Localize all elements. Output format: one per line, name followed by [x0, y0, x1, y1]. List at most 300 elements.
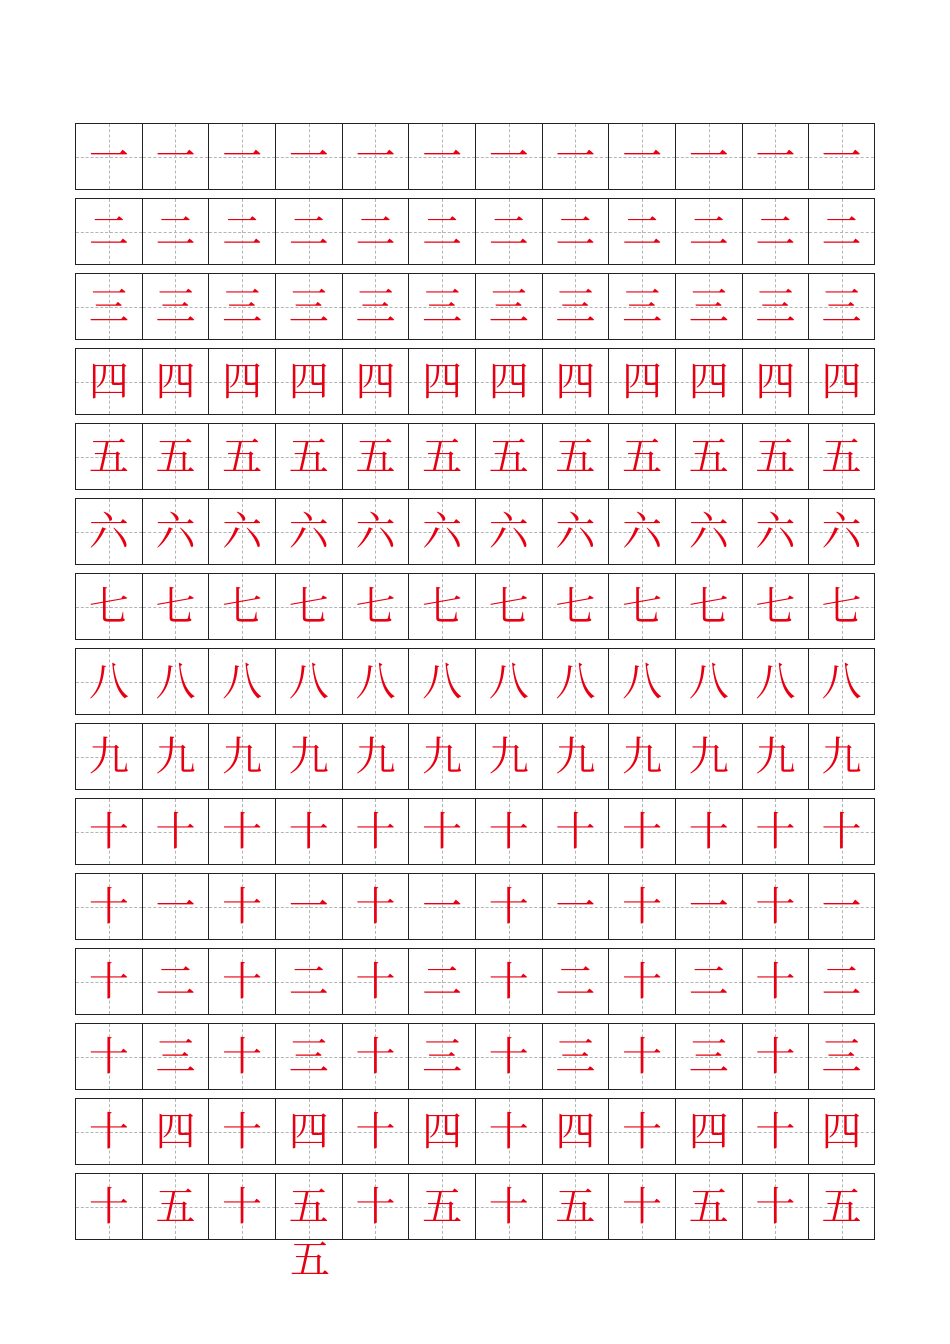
- practice-character: 九: [88, 733, 129, 780]
- grid-cell: [742, 723, 809, 790]
- grid-cell: [408, 423, 475, 490]
- practice-character: 一: [288, 133, 329, 180]
- practice-character: 十: [222, 1033, 263, 1080]
- grid-cell: [75, 723, 142, 790]
- grid-cell: [475, 1173, 542, 1240]
- practice-character: 五: [555, 433, 596, 480]
- practice-character: 五: [688, 1183, 729, 1230]
- practice-character: 九: [555, 733, 596, 780]
- grid-cell: [542, 798, 609, 865]
- practice-character: 一: [422, 883, 463, 930]
- practice-character: 五: [821, 1183, 862, 1230]
- grid-cell: [408, 723, 475, 790]
- grid-row: [75, 873, 875, 940]
- grid-cell: [542, 948, 609, 1015]
- grid-cell: [742, 873, 809, 940]
- practice-character: 五: [288, 433, 329, 480]
- practice-character: 八: [422, 658, 463, 705]
- grid-cell: [142, 498, 209, 565]
- practice-character: 五: [688, 433, 729, 480]
- grid-cell: [142, 798, 209, 865]
- grid-cell: [75, 873, 142, 940]
- grid-cell: [75, 423, 142, 490]
- grid-cell: [275, 948, 342, 1015]
- practice-character: 三: [622, 283, 663, 330]
- grid-cell: [608, 1023, 675, 1090]
- practice-character: 十: [755, 958, 796, 1005]
- grid-cell: [342, 948, 409, 1015]
- grid-cell: [608, 1098, 675, 1165]
- practice-character: 九: [755, 733, 796, 780]
- grid-cell: [75, 1098, 142, 1165]
- practice-character: 十: [821, 808, 862, 855]
- practice-character: 四: [821, 358, 862, 405]
- grid-cell: [608, 573, 675, 640]
- practice-character: 三: [422, 283, 463, 330]
- grid-cell: [342, 273, 409, 340]
- grid-cell: [608, 273, 675, 340]
- practice-character: 八: [755, 658, 796, 705]
- practice-character: 四: [422, 358, 463, 405]
- grid-cell: [742, 198, 809, 265]
- grid-row: [75, 1098, 875, 1165]
- grid-cell: [75, 573, 142, 640]
- grid-row: [75, 1023, 875, 1090]
- grid-cell: [808, 1098, 875, 1165]
- practice-character: 八: [355, 658, 396, 705]
- grid-cell: [142, 273, 209, 340]
- grid-cell: [342, 1098, 409, 1165]
- practice-character: 十: [88, 958, 129, 1005]
- grid-cell: [742, 573, 809, 640]
- practice-character: 三: [288, 1033, 329, 1080]
- grid-cell: [808, 573, 875, 640]
- practice-character: 四: [821, 1108, 862, 1155]
- grid-cell: [608, 798, 675, 865]
- grid-cell: [142, 723, 209, 790]
- practice-character: 十: [622, 883, 663, 930]
- grid-cell: [275, 123, 342, 190]
- grid-cell: [742, 273, 809, 340]
- practice-character: 十: [288, 808, 329, 855]
- grid-cell: [608, 948, 675, 1015]
- practice-character: 二: [222, 208, 263, 255]
- practice-character: 四: [755, 358, 796, 405]
- grid-cell: [75, 348, 142, 415]
- grid-row: [75, 423, 875, 490]
- grid-cell: [542, 123, 609, 190]
- grid-cell: [208, 273, 275, 340]
- grid-row: [75, 1173, 875, 1240]
- practice-character: 十: [355, 1108, 396, 1155]
- practice-character: 四: [288, 1108, 329, 1155]
- practice-character: 八: [155, 658, 196, 705]
- practice-character: 一: [155, 883, 196, 930]
- grid-cell: [808, 273, 875, 340]
- practice-character: 三: [355, 283, 396, 330]
- practice-character: 四: [688, 1108, 729, 1155]
- practice-character: 一: [555, 883, 596, 930]
- practice-character: 十: [488, 808, 529, 855]
- practice-character: 四: [288, 358, 329, 405]
- practice-character: 八: [821, 658, 862, 705]
- practice-character: 三: [155, 283, 196, 330]
- practice-character: 一: [88, 133, 129, 180]
- grid-cell: [675, 498, 742, 565]
- grid-cell: [808, 198, 875, 265]
- practice-character: 八: [622, 658, 663, 705]
- practice-character: 一: [422, 133, 463, 180]
- grid-cell: [675, 1023, 742, 1090]
- practice-character: 十: [488, 883, 529, 930]
- grid-row: [75, 798, 875, 865]
- practice-character: 三: [555, 283, 596, 330]
- grid-cell: [675, 648, 742, 715]
- grid-cell: [75, 798, 142, 865]
- grid-cell: [142, 1098, 209, 1165]
- grid-cell: [675, 1173, 742, 1240]
- grid-cell: [808, 1023, 875, 1090]
- practice-character: 九: [155, 733, 196, 780]
- grid-cell: [742, 423, 809, 490]
- practice-character: 五: [155, 433, 196, 480]
- practice-character: 三: [688, 283, 729, 330]
- practice-character: 二: [622, 208, 663, 255]
- practice-character: 三: [821, 283, 862, 330]
- grid-cell: [208, 798, 275, 865]
- grid-cell: [475, 423, 542, 490]
- grid-cell: [742, 948, 809, 1015]
- practice-character: 十: [488, 1108, 529, 1155]
- grid-cell: [542, 873, 609, 940]
- practice-character: 十: [222, 1183, 263, 1230]
- grid-cell: [608, 873, 675, 940]
- practice-character: 九: [422, 733, 463, 780]
- grid-cell: [275, 573, 342, 640]
- stray-character: 五: [290, 1237, 330, 1283]
- practice-character: 四: [88, 358, 129, 405]
- grid-cell: [408, 873, 475, 940]
- practice-character: 十: [355, 1183, 396, 1230]
- practice-character: 三: [88, 283, 129, 330]
- practice-character: 十: [88, 1108, 129, 1155]
- practice-character: 二: [821, 208, 862, 255]
- practice-character: 三: [222, 283, 263, 330]
- practice-character: 八: [688, 658, 729, 705]
- grid-cell: [742, 798, 809, 865]
- practice-character: 十: [488, 958, 529, 1005]
- grid-cell: [75, 1023, 142, 1090]
- grid-cell: [542, 648, 609, 715]
- grid-row: [75, 648, 875, 715]
- practice-character: 十: [222, 808, 263, 855]
- grid-cell: [808, 123, 875, 190]
- practice-character: 七: [555, 583, 596, 630]
- grid-cell: [275, 1173, 342, 1240]
- grid-cell: [275, 423, 342, 490]
- practice-character: 十: [755, 1108, 796, 1155]
- practice-character: 十: [88, 808, 129, 855]
- practice-character: 二: [422, 208, 463, 255]
- grid-cell: [75, 648, 142, 715]
- grid-cell: [808, 873, 875, 940]
- grid-cell: [608, 348, 675, 415]
- grid-cell: [408, 273, 475, 340]
- practice-character: 十: [622, 1033, 663, 1080]
- practice-character: 十: [355, 808, 396, 855]
- practice-character: 四: [555, 358, 596, 405]
- grid-cell: [408, 648, 475, 715]
- grid-row: [75, 198, 875, 265]
- practice-character: 十: [355, 958, 396, 1005]
- practice-character: 五: [755, 433, 796, 480]
- practice-character: 五: [155, 1183, 196, 1230]
- practice-character: 六: [288, 508, 329, 555]
- grid-cell: [342, 648, 409, 715]
- practice-character: 十: [555, 808, 596, 855]
- practice-character: 九: [488, 733, 529, 780]
- grid-cell: [608, 1173, 675, 1240]
- grid-row: [75, 948, 875, 1015]
- grid-cell: [275, 273, 342, 340]
- grid-cell: [342, 873, 409, 940]
- practice-character: 五: [422, 1183, 463, 1230]
- grid-cell: [342, 1173, 409, 1240]
- practice-character: 十: [88, 1183, 129, 1230]
- practice-character: 一: [355, 133, 396, 180]
- practice-character: 十: [688, 808, 729, 855]
- practice-character: 四: [355, 358, 396, 405]
- grid-cell: [742, 1173, 809, 1240]
- practice-character: 一: [555, 133, 596, 180]
- grid-cell: [675, 873, 742, 940]
- grid-cell: [675, 273, 742, 340]
- grid-cell: [142, 348, 209, 415]
- grid-cell: [342, 1023, 409, 1090]
- practice-character: 五: [222, 433, 263, 480]
- practice-character: 三: [155, 1033, 196, 1080]
- practice-character: 五: [555, 1183, 596, 1230]
- grid-cell: [342, 498, 409, 565]
- practice-character: 九: [688, 733, 729, 780]
- practice-character: 九: [222, 733, 263, 780]
- grid-cell: [275, 798, 342, 865]
- practice-character: 三: [422, 1033, 463, 1080]
- grid-cell: [475, 723, 542, 790]
- grid-cell: [542, 498, 609, 565]
- practice-character: 七: [755, 583, 796, 630]
- grid-cell: [742, 1098, 809, 1165]
- grid-cell: [475, 1098, 542, 1165]
- grid-cell: [542, 1098, 609, 1165]
- practice-character: 六: [222, 508, 263, 555]
- practice-character: 一: [821, 883, 862, 930]
- practice-character: 二: [355, 208, 396, 255]
- grid-cell: [675, 123, 742, 190]
- practice-character: 九: [821, 733, 862, 780]
- practice-character: 四: [155, 1108, 196, 1155]
- grid-cell: [208, 723, 275, 790]
- grid-cell: [408, 798, 475, 865]
- grid-cell: [408, 948, 475, 1015]
- grid-cell: [608, 423, 675, 490]
- grid-cell: [675, 198, 742, 265]
- grid-cell: [208, 1098, 275, 1165]
- practice-character: 十: [222, 958, 263, 1005]
- grid-cell: [542, 348, 609, 415]
- practice-character: 六: [622, 508, 663, 555]
- grid-cell: [475, 798, 542, 865]
- grid-cell: [608, 198, 675, 265]
- grid-cell: [342, 723, 409, 790]
- practice-character: 十: [422, 808, 463, 855]
- practice-character: 五: [355, 433, 396, 480]
- grid-cell: [342, 348, 409, 415]
- grid-cell: [342, 198, 409, 265]
- practice-character: 五: [288, 1183, 329, 1230]
- grid-cell: [142, 1023, 209, 1090]
- grid-row: [75, 348, 875, 415]
- practice-character: 三: [555, 1033, 596, 1080]
- practice-character: 十: [622, 1183, 663, 1230]
- practice-character: 六: [555, 508, 596, 555]
- grid-cell: [75, 948, 142, 1015]
- grid-cell: [608, 123, 675, 190]
- grid-row: [75, 273, 875, 340]
- grid-row: [75, 498, 875, 565]
- grid-cell: [142, 573, 209, 640]
- grid-cell: [808, 1173, 875, 1240]
- practice-character: 六: [422, 508, 463, 555]
- grid-cell: [142, 648, 209, 715]
- grid-cell: [275, 348, 342, 415]
- practice-character: 七: [355, 583, 396, 630]
- practice-character: 八: [88, 658, 129, 705]
- grid-cell: [208, 1173, 275, 1240]
- practice-character: 七: [88, 583, 129, 630]
- grid-cell: [75, 123, 142, 190]
- practice-character: 九: [622, 733, 663, 780]
- grid-cell: [208, 648, 275, 715]
- practice-character: 七: [688, 583, 729, 630]
- practice-character: 六: [821, 508, 862, 555]
- practice-character: 二: [422, 958, 463, 1005]
- practice-character: 二: [755, 208, 796, 255]
- practice-character: 十: [488, 1183, 529, 1230]
- grid-cell: [608, 723, 675, 790]
- grid-cell: [208, 873, 275, 940]
- grid-cell: [475, 498, 542, 565]
- grid-cell: [142, 1173, 209, 1240]
- practice-character: 九: [355, 733, 396, 780]
- grid-cell: [142, 873, 209, 940]
- practice-character: 一: [288, 883, 329, 930]
- practice-character: 十: [222, 883, 263, 930]
- grid-row: [75, 573, 875, 640]
- practice-character: 五: [821, 433, 862, 480]
- grid-cell: [742, 1023, 809, 1090]
- practice-character: 一: [155, 133, 196, 180]
- grid-cell: [142, 123, 209, 190]
- practice-character: 六: [688, 508, 729, 555]
- grid-cell: [408, 573, 475, 640]
- practice-character: 八: [222, 658, 263, 705]
- grid-cell: [275, 1023, 342, 1090]
- grid-cell: [208, 948, 275, 1015]
- grid-cell: [75, 1173, 142, 1240]
- grid-cell: [142, 423, 209, 490]
- practice-character: 十: [755, 883, 796, 930]
- practice-character: 六: [88, 508, 129, 555]
- grid-cell: [808, 348, 875, 415]
- practice-character: 二: [688, 958, 729, 1005]
- practice-character: 二: [288, 208, 329, 255]
- grid-cell: [808, 948, 875, 1015]
- grid-cell: [275, 198, 342, 265]
- practice-character: 八: [288, 658, 329, 705]
- practice-character: 七: [155, 583, 196, 630]
- practice-character: 八: [555, 658, 596, 705]
- practice-character: 五: [88, 433, 129, 480]
- grid-cell: [208, 498, 275, 565]
- practice-character: 一: [688, 883, 729, 930]
- practice-character: 六: [355, 508, 396, 555]
- practice-character: 十: [88, 883, 129, 930]
- practice-character: 一: [755, 133, 796, 180]
- grid-cell: [142, 948, 209, 1015]
- grid-cell: [542, 423, 609, 490]
- practice-character: 四: [222, 358, 263, 405]
- practice-character: 二: [155, 208, 196, 255]
- grid-row: [75, 723, 875, 790]
- grid-cell: [342, 573, 409, 640]
- practice-character: 五: [422, 433, 463, 480]
- practice-character: 十: [355, 1033, 396, 1080]
- grid-cell: [408, 348, 475, 415]
- grid-cell: [608, 498, 675, 565]
- practice-character: 五: [488, 433, 529, 480]
- grid-cell: [408, 1098, 475, 1165]
- grid-cell: [742, 648, 809, 715]
- grid-cell: [75, 273, 142, 340]
- grid-cell: [475, 948, 542, 1015]
- grid-cell: [742, 498, 809, 565]
- grid-cell: [808, 423, 875, 490]
- grid-cell: [675, 423, 742, 490]
- practice-character: 三: [821, 1033, 862, 1080]
- practice-character: 四: [622, 358, 663, 405]
- practice-character: 一: [222, 133, 263, 180]
- practice-character: 十: [155, 808, 196, 855]
- practice-character: 二: [88, 208, 129, 255]
- practice-character: 十: [622, 958, 663, 1005]
- practice-character: 十: [755, 808, 796, 855]
- practice-character: 一: [821, 133, 862, 180]
- practice-character: 一: [622, 133, 663, 180]
- grid-cell: [75, 198, 142, 265]
- grid-cell: [208, 348, 275, 415]
- grid-cell: [408, 498, 475, 565]
- grid-cell: [475, 273, 542, 340]
- grid-cell: [342, 798, 409, 865]
- grid-cell: [542, 1023, 609, 1090]
- practice-character: 八: [488, 658, 529, 705]
- grid-row: [75, 123, 875, 190]
- practice-character: 一: [488, 133, 529, 180]
- grid-cell: [675, 348, 742, 415]
- grid-cell: [475, 348, 542, 415]
- grid-cell: [408, 123, 475, 190]
